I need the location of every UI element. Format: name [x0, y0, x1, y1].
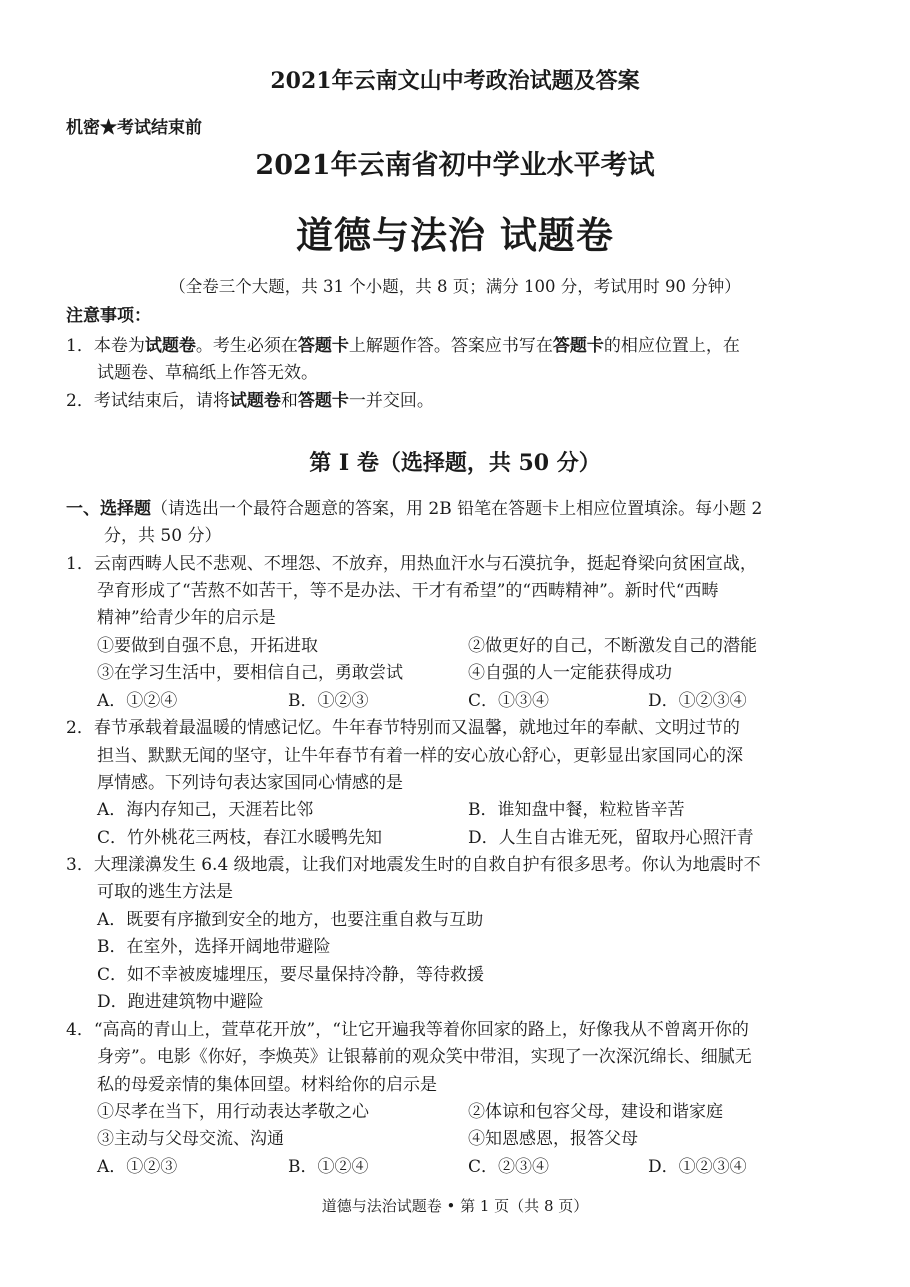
q1-statement-3: ③在学习生活中，要相信自己，勇敢尝试: [97, 663, 403, 683]
note-text: 的相应位置上，在: [603, 336, 740, 356]
note-bold: 试题卷: [144, 336, 196, 356]
q4-statement-3: ③主动与父母交流、沟通: [97, 1129, 284, 1149]
q2-option-d: D．人生自古谁无死，留取丹心照汗青: [468, 828, 754, 848]
q1-statement-4: ④自强的人一定能获得成功: [468, 663, 672, 683]
q4-stem-line2: 身旁”。电影《你好，李焕英》让银幕前的观众笑中带泪，实现了一次深沉绵长、细腻无: [97, 1047, 752, 1067]
note-text: 上解题作答。答案应书写在: [348, 336, 553, 356]
q3-stem-line2: 可取的逃生方法是: [97, 882, 233, 902]
q2-stem-line2: 担当、默默无闻的坚守，让牛年春节有着一样的安心放心舒心，更彰显出家国同心的深: [97, 746, 743, 766]
note-text: 一并交回。: [348, 391, 434, 411]
q3-option-c: C．如不幸被废墟埋压，要尽量保持冷静，等待救援: [97, 965, 485, 985]
note-bold: 答题卡: [552, 336, 604, 356]
q4-statement-2: ②体谅和包容父母，建设和谐家庭: [468, 1102, 723, 1122]
q2-option-c: C．竹外桃花三两枝，春江水暖鸭先知: [97, 828, 383, 848]
exam-scope: （全卷三个大题，共 31 个小题，共 8 页；满分 100 分，考试用时 90 分钟）: [169, 277, 741, 296]
q4-statement-4: ④知恩感恩，报答父母: [468, 1129, 638, 1149]
q1-stem-line1: 1．云南西畴人民不悲观、不埋怨、不放弃，用热血汗水与石漠抗争，挺起脊梁向贫困宣战，: [66, 554, 757, 574]
q2-stem-line3: 厚情感。下列诗句表达家国同心情感的是: [97, 773, 403, 793]
q3-option-a: A．既要有序撤到安全的地方，也要注重自救与互助: [97, 910, 484, 930]
subject-title: 道德与法治 试题卷: [296, 213, 614, 257]
note-text: 1．本卷为: [66, 336, 145, 356]
note-text: 。考生必须在: [195, 336, 298, 356]
q2-stem-line1: 2．春节承载着最温暖的情感记忆。牛年春节特别而又温馨，就地过年的奉献、文明过节的: [66, 718, 740, 738]
notes-title: 注意事项：: [66, 306, 151, 326]
q1-stem-line2: 孕育形成了“苦熬不如苦干，等不是办法、干才有希望”的“西畴精神”。新时代“西畴: [97, 581, 719, 601]
note-bold: 试题卷: [229, 391, 281, 411]
q1-option-a: A．①②④: [97, 691, 178, 711]
q1-statement-2: ②做更好的自己，不断激发自己的潜能: [468, 636, 757, 656]
note-bold: 答题卡: [297, 391, 349, 411]
q4-option-d: D．①②③④: [648, 1157, 747, 1177]
exam-name: 2021年云南省初中学业水平考试: [255, 150, 655, 181]
page-footer: 道德与法治试题卷 • 第 1 页（共 8 页）: [321, 1197, 589, 1215]
q1-option-c: C．①③④: [468, 691, 550, 711]
part-title: 第 I 卷（选择题，共 50 分）: [309, 450, 601, 476]
section-desc-line2: 分，共 50 分）: [104, 526, 222, 546]
note-2: [66, 386, 434, 411]
q4-stem-line1: 4．“高高的青山上，萱草花开放”，“让它开遍我等着你回家的路上，好像我从不曾离开你的: [66, 1020, 749, 1040]
note-text: 和: [280, 391, 298, 411]
note-1: [66, 331, 740, 356]
q1-option-b: B．①②③: [288, 691, 369, 711]
q4-option-c: C．②③④: [468, 1157, 550, 1177]
q1-option-d: D．①②③④: [648, 691, 747, 711]
note-1-line2: 试题卷、草稿纸上作答无效。: [97, 363, 318, 383]
q3-stem-line1: 3．大理漾濞发生 6.4 级地震，让我们对地震发生时的自救自护有很多思考。你认为地震时不: [66, 855, 761, 875]
q3-option-d: D．跑进建筑物中避险: [97, 992, 264, 1012]
note-text: 2．考试结束后，请将: [66, 391, 230, 411]
q1-stem-line3: 精神”给青少年的启示是: [97, 608, 276, 628]
document-title: 2021年云南文山中考政治试题及答案: [270, 68, 640, 94]
section-header: [66, 494, 762, 519]
q4-option-a: A．①②③: [97, 1157, 178, 1177]
q2-option-a: A．海内存知己，天涯若比邻: [97, 800, 314, 820]
section-label: 一、选择题: [66, 499, 151, 519]
q3-option-b: B．在室外，选择开阔地带避险: [97, 937, 331, 957]
note-bold: 答题卡: [297, 336, 349, 356]
q4-stem-line3: 私的母爱亲情的集体回望。材料给你的启示是: [97, 1075, 437, 1095]
section-desc: （请选出一个最符合题意的答案，用 2B 铅笔在答题卡上相应位置填涂。每小题 2: [151, 499, 763, 519]
q4-statement-1: ①尽孝在当下，用行动表达孝敬之心: [97, 1102, 369, 1122]
q2-option-b: B．谁知盘中餐，粒粒皆辛苦: [468, 800, 685, 820]
q1-statement-1: ①要做到自强不息，开拓进取: [97, 636, 318, 656]
secret-mark: 机密★考试结束前: [66, 118, 202, 138]
q4-option-b: B．①②④: [288, 1157, 369, 1177]
